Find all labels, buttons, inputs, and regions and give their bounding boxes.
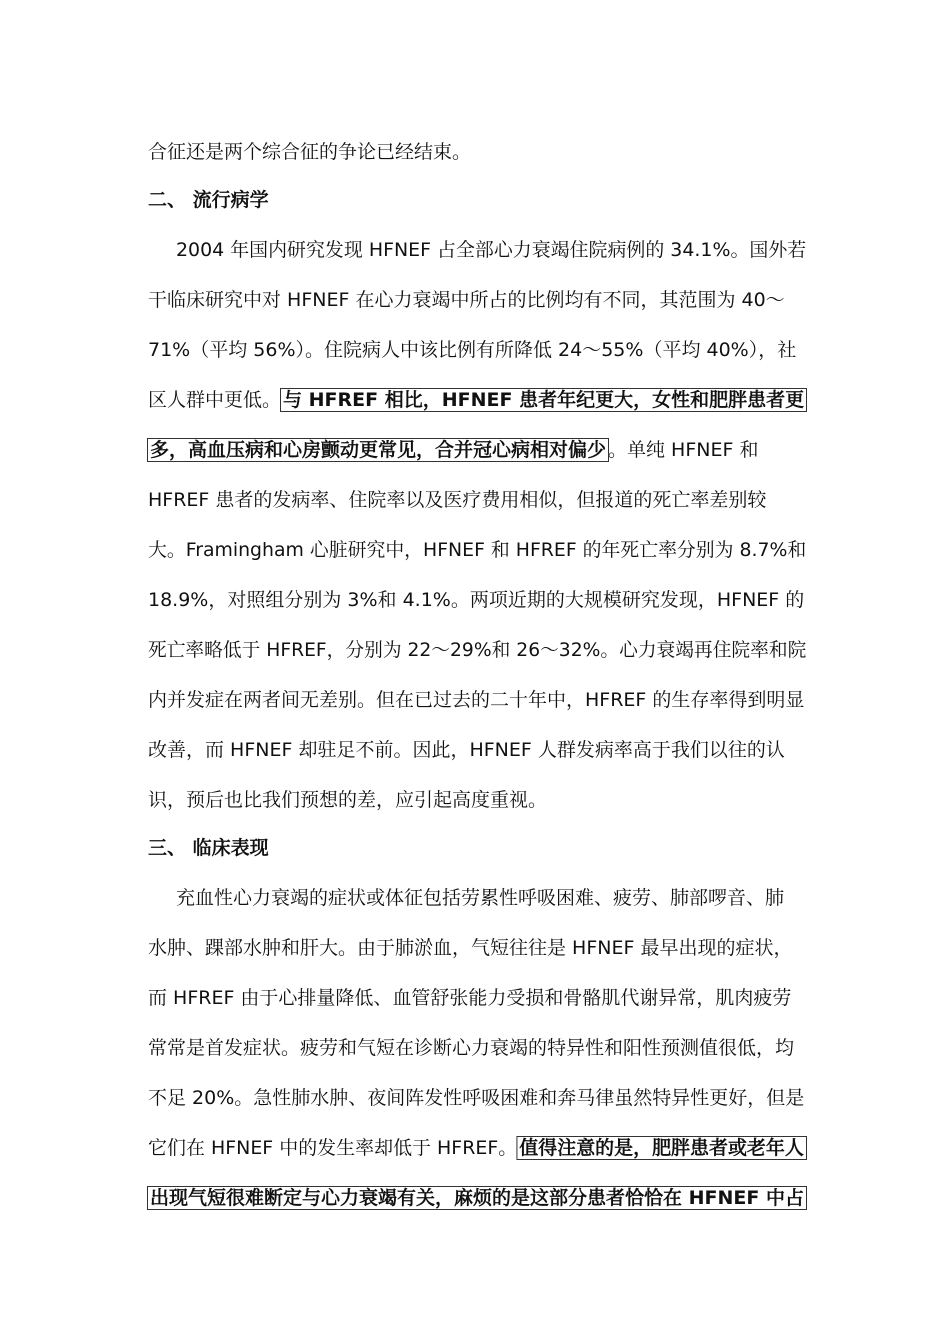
text-line	[148, 336, 796, 364]
text-line	[148, 1034, 794, 1062]
text-line	[148, 486, 766, 514]
text-run: 识，预后也比我们预想的差，应引起高度重视。	[148, 789, 548, 811]
text-line	[148, 636, 806, 664]
heading-text: 二、 流行病学	[148, 189, 269, 211]
text-run: 死亡率略低于 HFREF，分别为 22～29%和 26～32%。心力衰竭再住院率和院	[148, 639, 807, 661]
text-run: 常常是首发症状。疲劳和气短在诊断心力衰竭的特异性和阳性预测值很低，均	[148, 1037, 795, 1059]
highlighted-text: 值得注意的是，肥胖患者或老年人	[519, 1137, 804, 1159]
text-line	[148, 1134, 806, 1162]
highlighted-text: 出现气短很难断定与心力衰竭有关，麻烦的是这部分患者恰恰在 HFNEF 中占	[150, 1187, 804, 1209]
text-run: 71%（平均 56%）。住院病人中该比例有所降低 24～55%（平均 40%），社	[148, 339, 797, 361]
text-run: 水肿、踝部水肿和肝大。由于肺淤血，气短往往是 HFNEF 最早出现的症状，	[148, 937, 793, 959]
text-line	[148, 736, 785, 764]
section-heading-epidemiology	[148, 186, 269, 214]
text-line	[148, 1184, 806, 1212]
text-line	[148, 686, 804, 714]
text-run: 干临床研究中对 HFNEF 在心力衰竭中所占的比例均有不同，其范围为 40～	[148, 289, 785, 311]
text-run: 内并发症在两者间无差别。但在已过去的二十年中，HFREF 的生存率得到明显	[148, 689, 805, 711]
text-line	[148, 436, 758, 464]
heading-text: 三、 临床表现	[148, 837, 269, 859]
text-line	[148, 586, 804, 614]
text-run: 18.9%，对照组分别为 3%和 4.1%。两项近期的大规模研究发现，HFNEF 的	[148, 589, 805, 611]
highlighted-text: 多，高血压病和心房颤动更常见，合并冠心病相对偏少	[150, 439, 607, 461]
text-run: 不足 20%。急性肺水肿、夜间阵发性呼吸困难和奔马律虽然特异性更好，但是	[148, 1087, 805, 1109]
text-line	[148, 138, 471, 166]
text-run: 。单纯 HFNEF 和	[608, 439, 759, 461]
text-run: 它们在 HFNEF 中的发生率却低于 HFREF。	[148, 1137, 518, 1159]
text-run: HFREF 患者的发病率、住院率以及医疗费用相似，但报道的死亡率差别较	[148, 489, 767, 511]
text-line	[148, 286, 785, 314]
text-run: 而 HFREF 由于心排量降低、血管舒张能力受损和骨骼肌代谢异常，肌肉疲劳	[148, 987, 792, 1009]
text-run: 大。Framingham 心脏研究中，HFNEF 和 HFREF 的年死亡率分别为 8.7%和	[148, 539, 807, 561]
text-line	[176, 884, 784, 912]
text-line	[176, 236, 806, 264]
text-line	[148, 536, 806, 564]
text-line	[148, 984, 791, 1012]
text-run: 2004 年国内研究发现 HFNEF 占全部心力衰竭住院病例的 34.1%。国外若	[176, 239, 807, 261]
text-line	[148, 786, 547, 814]
text-line	[148, 934, 792, 962]
text-line	[148, 1084, 804, 1112]
text-run: 充血性心力衰竭的症状或体征包括劳累性呼吸困难、疲劳、肺部啰音、肺	[176, 887, 785, 909]
text-run: 区人群中更低。	[148, 389, 282, 411]
text-line	[148, 386, 806, 414]
text-run: 合征还是两个综合征的争论已经结束。	[148, 141, 472, 163]
text-run: 改善，而 HFNEF 却驻足不前。因此，HFNEF 人群发病率高于我们以往的认	[148, 739, 785, 761]
highlighted-text: 与 HFREF 相比，HFNEF 患者年纪更大，女性和肥胖患者更	[283, 389, 805, 411]
section-heading-clinical	[148, 834, 269, 862]
